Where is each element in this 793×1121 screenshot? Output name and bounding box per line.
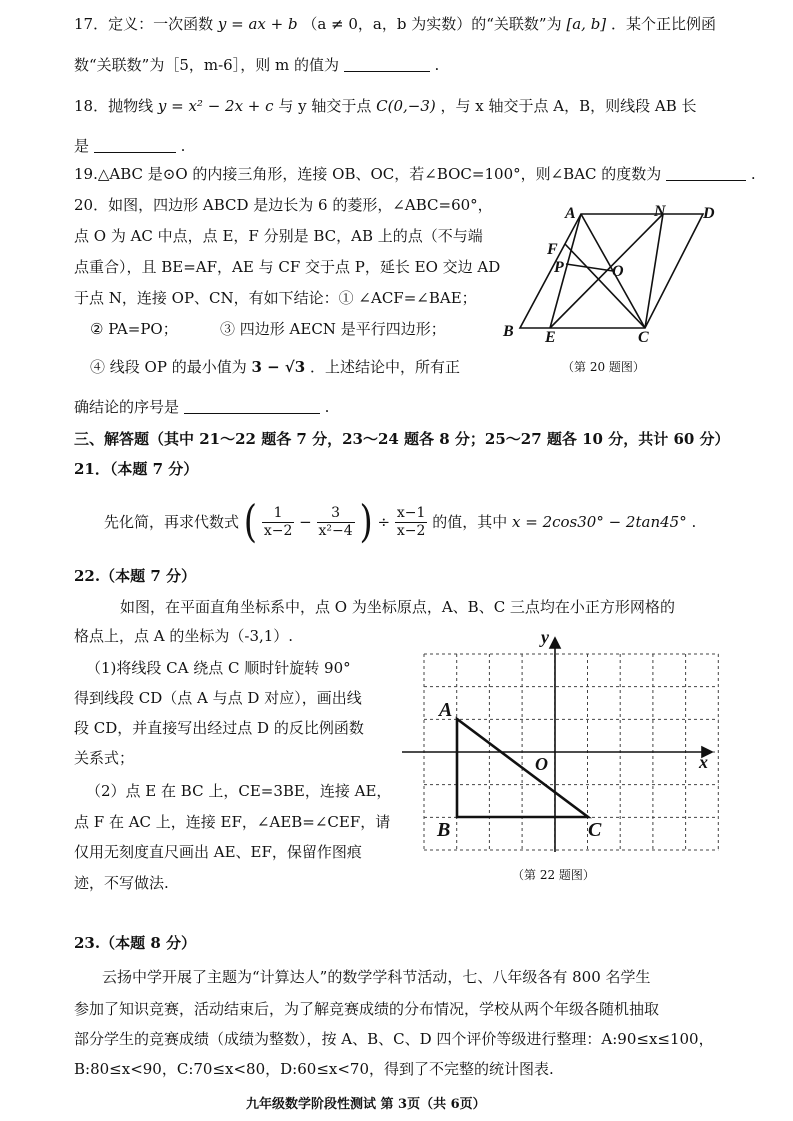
y-axis-arrow [550,638,560,648]
q22-part1-line2: 得到线段 CD（点 A 与点 D 对应），画出线 [74,689,362,707]
q22-part2-line4: 迹，不写做法. [74,874,169,892]
label-o: O [612,263,624,280]
label-a: A [565,205,576,222]
q22-intro-1: 如图，在平面直角坐标系中，点 O 为坐标原点，A、B、C 三点均在小正方形网格的 [120,598,675,616]
q20-line-2: 点 O 为 AC 中点，点 E，F 分别是 BC，AB 上的点（不与端 [74,227,483,245]
q22-part1-line1: （1)将线段 CA 绕点 C 顺时针旋转 90° [86,659,351,677]
point-label-c: C [588,819,602,841]
q20-conclusion-2: ② PA=PO； [90,320,178,338]
label-c: C [638,329,649,346]
label-d: D [703,205,715,222]
label-n: N [654,203,666,220]
q22-heading: 22.（本题 7 分） [74,567,196,585]
q20-caption: （第 20 题图） [562,360,645,374]
q23-line-3: 部分学生的竞赛成绩（成绩为整数），按 A、B、C、D 四个评价等级进行整理：A:90≤x≤100， [74,1030,714,1048]
q20-last-line: 确结论的序号是 . [74,398,330,416]
q20-min-value: 3 − √3 [251,358,306,376]
label-f: F [547,241,558,258]
q17-formula: y = ax + b [217,15,298,33]
q23-line-1: 云扬中学开展了主题为“计算达人”的数学学科节活动，七、八年级各有 800 名学生 [102,968,651,986]
q23-line-4: B:80≤x<90，C:70≤x<80，D:60≤x<70，得到了不完整的统计图表. [74,1060,554,1078]
q20-conclusion-4: ④ 线段 OP 的最小值为 3 − √3 ．上述结论中，所有正 [90,358,461,376]
q18-formula: y = x² − 2x + c [157,97,274,115]
section-3-heading: 三、解答题（其中 21～22 题各 7 分，23～24 题各 8 分；25～27 题各 10 分，共计 60 分） [74,430,730,448]
q21-x-value: x = 2cos30° − 2tan45° [512,513,687,531]
axis-label-x: x [699,752,708,772]
q18-line1: 18．抛物线 y = x² − 2x + c 与 y 轴交于点 C(0,−3) ，与 x 轴交于点 A，B，则线段 AB 长 [74,97,697,115]
q22-part1-line3: 段 CD，并直接写出经过点 D 的反比例函数 [74,719,364,737]
q22-part2-line3: 仅用无刻度直尺画出 AE、EF，保留作图痕 [74,843,362,861]
origin-label-o: O [535,754,548,774]
q17-line1: 17．定义：一次函数 y = ax + b （a ≠ 0，a，b 为实数）的“关联数”为 [a, b] ．某个正比例函 [74,15,716,33]
fraction-3: $\frac{x-1}{x-2}$ [396,504,426,539]
q20-line-3: 点重合），且 BE=AF，AE 与 CF 交于点 P，延长 EO 交边 AD [74,258,501,276]
label-b: B [503,323,514,340]
q22-intro-2: 格点上，点 A 的坐标为（-3,1）. [74,627,294,645]
point-label-a: A [439,699,453,721]
axis-label-y: y [541,627,549,647]
q20-line-4: 于点 N，连接 OP、CN，有如下结论：① ∠ACF=∠BAE； [74,289,477,307]
q17-pair: [a, b] [566,15,607,33]
q17-line2: 数“关联数”为［5，m-6］，则 m 的值为 . [74,56,440,74]
q21-heading: 21．（本题 7 分） [74,460,199,478]
q20-line-1: 20．如图，四边形 ABCD 是边长为 6 的菱形，∠ABC=60°， [74,196,493,214]
q22-part1-line4: 关系式； [74,749,135,767]
q20-conclusion-3: ③ 四边形 AECN 是平行四边形； [220,320,446,338]
q23-line-2: 参加了知识竞赛，活动结束后，为了解竞赛成绩的分布情况，学校从两个年级各随机抽取 [74,1000,660,1018]
q22-part2-line2: 点 F 在 AC 上，连接 EF，∠AEB=∠CEF，请 [74,813,391,831]
q19-line: 19.△ABC 是⊙O 的内接三角形，连接 OB、OC，若∠BOC=100°，则∠BAC 的度数为 . [74,165,756,183]
page-footer: 九年级数学阶段性测试 第 3页（共 6页） [246,1097,486,1112]
point-label-b: B [437,819,451,841]
q22-caption: （第 22 题图） [512,868,595,882]
fraction-1: $\frac{1}{x-2}$ [263,504,293,539]
label-p: P [554,259,564,276]
q18-point-c: C(0,−3) [376,97,436,115]
fraction-2: $\frac{3}{\text{x²−4}}$ [318,504,353,539]
label-e: E [545,329,556,346]
q22-part2-line1: （2）点 E 在 BC 上，CE=3BE，连接 AE， [86,782,392,800]
q18-line2: 是 . [74,137,186,155]
q21-expression: 先化简，再求代数式 ( $\frac{1}{x-2}$ − $\frac{3}{\text{x²−4}}$ ) ÷ $\frac{x-1}{x-2}$ 的值，其中 x = 2cos30° − 2tan45° . [104,496,697,548]
q23-heading: 23.（本题 8 分） [74,934,196,952]
